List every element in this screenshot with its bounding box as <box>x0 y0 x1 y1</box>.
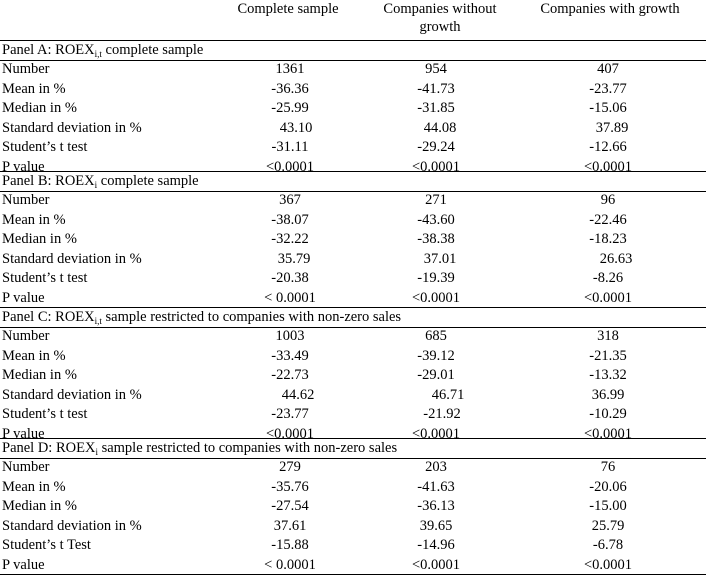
cell-value: -36.36 <box>271 80 309 97</box>
row-label: Median in % <box>2 498 77 514</box>
cell-value: -38.38 <box>417 231 455 247</box>
table-row <box>0 478 706 498</box>
cell-value: -18.23 <box>589 231 627 247</box>
cell-value: -6.78 <box>592 537 624 553</box>
cell-value: 43.10 <box>279 119 313 136</box>
table-row <box>0 458 706 478</box>
header-companies-with-growth: Companies with growth <box>540 1 680 17</box>
panel-title-subscript: i,t <box>94 316 102 326</box>
panel-title-suffix: sample restricted to companies with non-zero sales <box>101 309 402 325</box>
cell-value: 37.61 <box>273 517 307 534</box>
cell-value: 407 <box>597 61 619 77</box>
cell-value: 44.08 <box>423 119 457 136</box>
cell-value: -39.12 <box>417 347 455 364</box>
panel-title-suffix: complete sample <box>97 173 199 189</box>
cell-value: 26.63 <box>599 250 633 267</box>
panel-title-text: Panel D: ROEX <box>2 440 96 456</box>
cell-value: <0.0001 <box>583 556 633 573</box>
cell-value: -8.26 <box>592 270 624 286</box>
table-row <box>0 80 706 100</box>
row-label: Median in % <box>2 367 77 383</box>
panel-title-subscript: i <box>95 447 98 457</box>
cell-value: 76 <box>600 459 616 475</box>
cell-value: <0.0001 <box>265 425 315 442</box>
row-label: Standard deviation in % <box>2 517 142 534</box>
cell-value: 44.62 <box>281 386 315 403</box>
table-row <box>0 556 706 575</box>
cell-value: <0.0001 <box>583 289 633 306</box>
cell-value: <0.0001 <box>411 425 461 442</box>
cell-value: -32.22 <box>271 231 309 247</box>
cell-value: -14.96 <box>417 537 455 553</box>
cell-value: 39.65 <box>419 517 453 534</box>
table-row <box>0 497 706 517</box>
row-label: Median in % <box>2 231 77 247</box>
row-label: P value <box>2 158 45 175</box>
panel-title-text: Panel C: ROEX <box>2 309 95 325</box>
row-label: Mean in % <box>2 80 66 97</box>
cell-value: -20.06 <box>589 478 627 495</box>
row-label: Mean in % <box>2 478 66 495</box>
cell-value: -19.39 <box>417 270 455 286</box>
cell-value: -10.29 <box>589 406 627 422</box>
table-row <box>0 99 706 119</box>
cell-value: <0.0001 <box>411 556 461 573</box>
table-row <box>0 366 706 386</box>
table-row <box>0 191 706 211</box>
row-label: P value <box>2 289 45 306</box>
cell-value: 1003 <box>275 328 305 344</box>
row-label: Standard deviation in % <box>2 119 142 136</box>
cell-value: < 0.0001 <box>264 556 316 573</box>
header-companies-without-growth: Companies without growth <box>383 1 497 35</box>
cell-value: -21.35 <box>589 347 627 364</box>
panel-title-text: Panel A: ROEX <box>2 42 95 58</box>
row-label: P value <box>2 556 45 573</box>
cell-value: -12.66 <box>589 139 627 155</box>
row-label: Student’s t test <box>2 139 88 155</box>
cell-value: -15.00 <box>589 498 627 514</box>
cell-value: -29.01 <box>417 367 455 383</box>
cell-value: <0.0001 <box>583 425 633 442</box>
cell-value: 37.01 <box>423 250 457 267</box>
cell-value: -25.99 <box>271 100 309 116</box>
cell-value: -22.73 <box>271 367 309 383</box>
cell-value: -20.38 <box>271 270 309 286</box>
table-row <box>0 289 706 309</box>
row-label: Mean in % <box>2 347 66 364</box>
cell-value: 271 <box>425 192 447 208</box>
cell-value: 685 <box>425 328 447 344</box>
cell-value: 46.71 <box>431 386 465 403</box>
panel-title-subscript: i,t <box>94 49 102 59</box>
cell-value: 954 <box>425 61 447 77</box>
table-row <box>0 347 706 367</box>
cell-value: -43.60 <box>417 211 455 228</box>
row-label: Student’s t Test <box>2 537 91 553</box>
row-label: Student’s t test <box>2 270 88 286</box>
cell-value: -38.07 <box>271 211 309 228</box>
row-label: Number <box>2 192 50 208</box>
cell-value: 35.79 <box>277 250 311 267</box>
cell-value: -23.77 <box>589 80 627 97</box>
cell-value: <0.0001 <box>411 158 461 175</box>
row-label: Mean in % <box>2 211 66 228</box>
cell-value: < 0.0001 <box>264 289 316 306</box>
cell-value: -21.92 <box>423 406 461 422</box>
row-label: Number <box>2 328 50 344</box>
cell-value: -15.88 <box>271 537 309 553</box>
panel-title <box>2 40 203 60</box>
cell-value: -31.85 <box>417 100 455 116</box>
cell-value: -22.46 <box>589 211 627 228</box>
cell-value: -35.76 <box>271 478 309 495</box>
table-row <box>0 327 706 347</box>
panel-title <box>2 171 199 191</box>
header-complete-sample: Complete sample <box>237 1 339 17</box>
panel-title-text: Panel B: ROEX <box>2 173 95 189</box>
table-row <box>0 211 706 231</box>
table-row <box>0 405 706 425</box>
cell-value: -29.24 <box>417 139 455 155</box>
panel-title-subscript: i <box>94 180 98 190</box>
cell-value: <0.0001 <box>265 158 315 175</box>
table-row <box>0 269 706 289</box>
table-row <box>0 230 706 250</box>
cell-value: -41.73 <box>417 80 455 97</box>
cell-value: 96 <box>600 192 616 208</box>
table-row <box>0 250 706 270</box>
row-label: Number <box>2 459 50 475</box>
table-row <box>0 386 706 406</box>
cell-value: 1361 <box>275 61 305 77</box>
cell-value: 279 <box>279 459 301 475</box>
cell-value: <0.0001 <box>411 289 461 306</box>
table-row <box>0 536 706 556</box>
row-label: Number <box>2 61 50 77</box>
panel-title-suffix: sample restricted to companies with non-zero sales <box>97 440 398 456</box>
cell-value: <0.0001 <box>583 158 633 175</box>
table-row <box>0 517 706 537</box>
cell-value: -41.63 <box>417 478 455 495</box>
table-row <box>0 138 706 158</box>
cell-value: -13.32 <box>589 367 627 383</box>
cell-value: -36.13 <box>417 498 455 514</box>
table-row <box>0 119 706 139</box>
panel-title <box>2 307 401 327</box>
cell-value: 367 <box>279 192 301 208</box>
row-label: Student’s t test <box>2 406 88 422</box>
cell-value: 318 <box>597 328 619 344</box>
panel-title <box>2 438 397 458</box>
cell-value: 25.79 <box>591 517 625 534</box>
cell-value: -27.54 <box>271 498 309 514</box>
row-label: P value <box>2 425 45 442</box>
row-label: Standard deviation in % <box>2 250 142 267</box>
panel-title-suffix: complete sample <box>101 42 204 58</box>
cell-value: -15.06 <box>589 100 627 116</box>
table-row <box>0 60 706 80</box>
row-label: Median in % <box>2 100 77 116</box>
cell-value: 203 <box>425 459 447 475</box>
cell-value: 36.99 <box>591 386 625 403</box>
row-label: Standard deviation in % <box>2 386 142 403</box>
cell-value: 37.89 <box>595 119 629 136</box>
cell-value: -33.49 <box>271 347 309 364</box>
cell-value: -31.11 <box>271 139 309 155</box>
cell-value: -23.77 <box>271 406 309 422</box>
